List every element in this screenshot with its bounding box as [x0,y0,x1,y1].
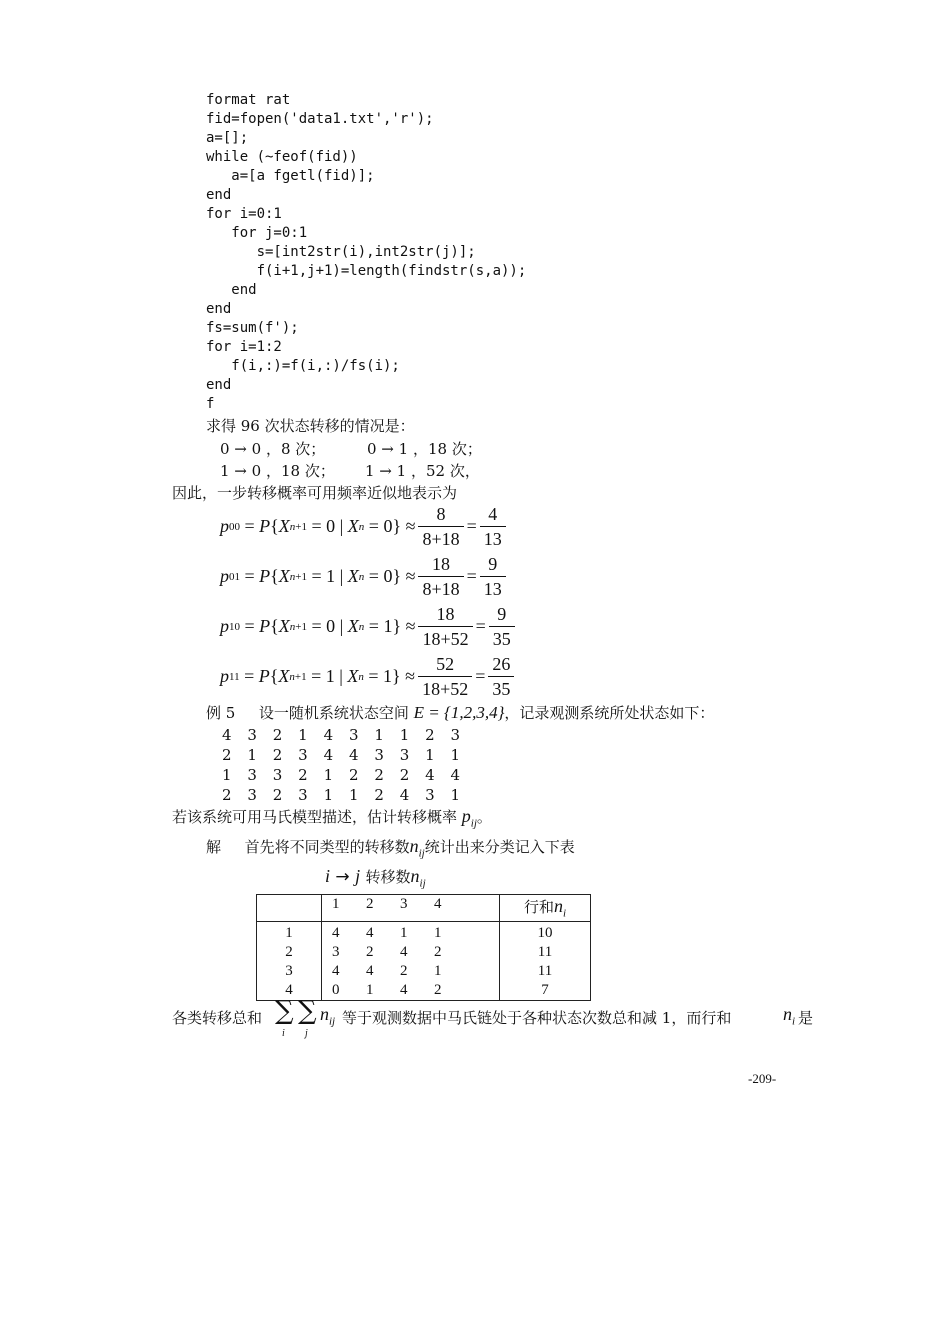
example-text: 设一随机系统状态空间 [258,704,409,722]
equation-p10: p 10 = P { X n+1 = 0 | X n = 1 } ≈ $\frac{18}{18+52}$ = $\frac{9}{35}$ [220,602,518,651]
transition-table [256,894,591,1001]
equation-p00: p 00 = P { X n+1 = 0 | X n = 0 } ≈ $\frac{8}{8+18}$ = $\frac{4}{13}$ [220,502,509,551]
count-cell: 1 [434,925,442,941]
observation-value: 2 [222,786,232,804]
observation-value: 2 [272,726,283,744]
sigma-i-index: i [282,1028,285,1039]
observation-value: 2 [272,746,283,764]
table-caption: i → j 转移数$n_{ij}$ [325,866,426,890]
observation-value: 1 [298,726,308,744]
observation-value: 1 [247,746,257,764]
markov-line [172,806,492,830]
observation-value: 1 [323,766,334,784]
row-state: 3 [285,963,293,979]
solve-text-a: 首先将不同类型的转移数 [244,838,410,856]
observation-row [222,726,476,744]
col-header-cell [322,895,500,922]
observation-value: 1 [399,726,410,744]
row-counts [332,962,499,981]
count-cell: 0 [332,982,340,998]
code-line: s=[int2str(i),int2str(j)]; [206,244,476,260]
table-corner [257,895,322,922]
count-cell: 4 [332,963,340,979]
code-line: f(i+1,j+1)=length(findstr(s,a)); [206,263,527,279]
observation-value: 4 [323,726,334,744]
observation-value: 4 [450,766,461,784]
observation-value: 2 [399,766,410,784]
observation-row [222,746,476,764]
transition-0-1: 0 → 1 ，18 次； [367,440,482,458]
count-cell: 1 [366,982,374,998]
observation-row [222,786,476,804]
observation-value: 4 [348,746,359,764]
count-cell: 1 [400,925,408,941]
equation-p01: p 01 = P { X n+1 = 1 | X n = 0 } ≈ $\frac{18}{8+18}$ = $\frac{9}{13}$ [220,552,509,601]
markov-prefix: 若该系统可用马氏模型描述，估计转移概率 [172,808,458,826]
transition-1-1: 1 → 1 ，52 次， [365,462,480,480]
observation-value: 1 [222,766,232,784]
transition-0-0: 0 → 0 ，8 次； [220,440,326,458]
sum-text-b: 等于观测数据中马氏链处于各种状态次数总和减 1，而行和 [342,1009,732,1027]
markov-suffix: 。 [476,808,492,826]
count-cell: 4 [332,925,340,941]
count-cell: 2 [366,944,374,960]
row-sum: 11 [537,944,553,960]
sum-text-c: 是 [798,1009,814,1027]
row-counts [332,981,499,1000]
code-line: while (~feof(fid)) [206,149,358,165]
solve-text-b: 统计出来分类记入下表 [424,838,575,856]
observation-value: 3 [399,746,410,764]
freq-intro: 因此，一步转移概率可用频率近似地表示为 [172,484,458,502]
observation-value: 1 [450,746,461,764]
example-label: 例 5 [206,704,236,722]
solve-label: 解 [206,838,222,856]
n-ij-sum: $n_{ij}$ [320,1004,336,1028]
col-header: 2 [366,896,374,912]
count-cell: 2 [400,963,408,979]
row-sum-header: 行和$n_i$ [500,895,591,922]
sum-text-a: 各类转移总和 [172,1009,263,1027]
code-line: a=[a fgetl(fid)]; [206,168,375,184]
observation-value: 3 [425,786,435,804]
observation-value: 4 [425,766,435,784]
equation-p11: p 11 = P { X n+1 = 1 | X n = 1 } ≈ $\frac{52}{18+52}$ = $\frac{26}{35}$ [220,652,517,701]
p-ij-symbol: $p_{ij}$ [461,806,477,830]
sigma-i: ∑ [275,996,294,1026]
row-state: 2 [285,944,293,960]
code-line: f(i,:)=f(i,:)/fs(i); [206,358,400,374]
count-cell: 2 [434,944,442,960]
count-cell: 4 [400,944,408,960]
observation-value: 1 [323,786,334,804]
observation-value: 2 [298,766,308,784]
observation-value: 2 [425,726,435,744]
row-sum: 7 [541,982,549,998]
observation-row [222,766,476,784]
col-header: 4 [434,896,442,912]
code-line: for i=0:1 [206,206,282,222]
observation-value: 3 [348,726,359,744]
row-counts [332,924,499,943]
observation-value: 1 [450,786,461,804]
row-state: 4 [285,982,293,998]
observation-value: 2 [348,766,359,784]
solution-line [206,836,575,860]
state-space: E = {1,2,3,4} [413,703,505,722]
code-line: fid=fopen('data1.txt','r'); [206,111,434,127]
transition-1-0: 1 → 0 ，18 次； [220,462,335,480]
observation-value: 1 [374,726,384,744]
count-cell: 4 [366,963,374,979]
row-sum: 10 [537,925,553,941]
code-line: f [206,396,215,412]
code-line: format rat [206,92,291,108]
counts-intro: 求得 96 次状态转移的情况是： [206,417,415,435]
observation-value: 1 [348,786,359,804]
code-line: for j=0:1 [206,225,308,241]
count-cell: 3 [332,944,340,960]
n-i-symbol: $n_i$ [783,1004,796,1028]
observation-value: 4 [399,786,410,804]
observation-value: 3 [298,746,308,764]
observation-value: 4 [323,746,334,764]
row-counts [332,943,499,962]
code-line: for i=1:2 [206,339,282,355]
observation-value: 2 [374,786,384,804]
observation-value: 3 [247,786,257,804]
row-state: 1 [285,925,293,941]
sigma-j-index: j [305,1028,308,1039]
count-cell: 2 [434,982,442,998]
count-cell: 4 [400,982,408,998]
count-cell: 1 [434,963,442,979]
observation-value: 3 [374,746,384,764]
observation-value: 3 [247,766,257,784]
observation-value: 2 [222,746,232,764]
col-header: 1 [332,896,340,912]
count-cell: 4 [366,925,374,941]
example-line [206,702,714,723]
code-line: end [206,301,232,317]
n-ij-symbol: $n_{ij}$ [409,836,425,860]
observation-value: 3 [247,726,257,744]
code-line: end [206,377,232,393]
row-sum: 11 [537,963,553,979]
code-line: end [206,187,232,203]
page-number: -209- [748,1071,777,1086]
col-header: 3 [400,896,408,912]
observation-value: 4 [222,726,232,744]
code-line: fs=sum(f'); [206,320,299,336]
observation-value: 1 [425,746,435,764]
code-line: a=[]; [206,130,249,146]
observation-value: 3 [272,766,283,784]
example-tail: ，记录观测系统所处状态如下： [504,704,715,722]
observation-value: 2 [272,786,283,804]
observation-value: 2 [374,766,384,784]
observation-value: 3 [298,786,308,804]
sigma-j: ∑ [298,996,317,1026]
code-line: end [206,282,257,298]
observation-value: 3 [450,726,461,744]
